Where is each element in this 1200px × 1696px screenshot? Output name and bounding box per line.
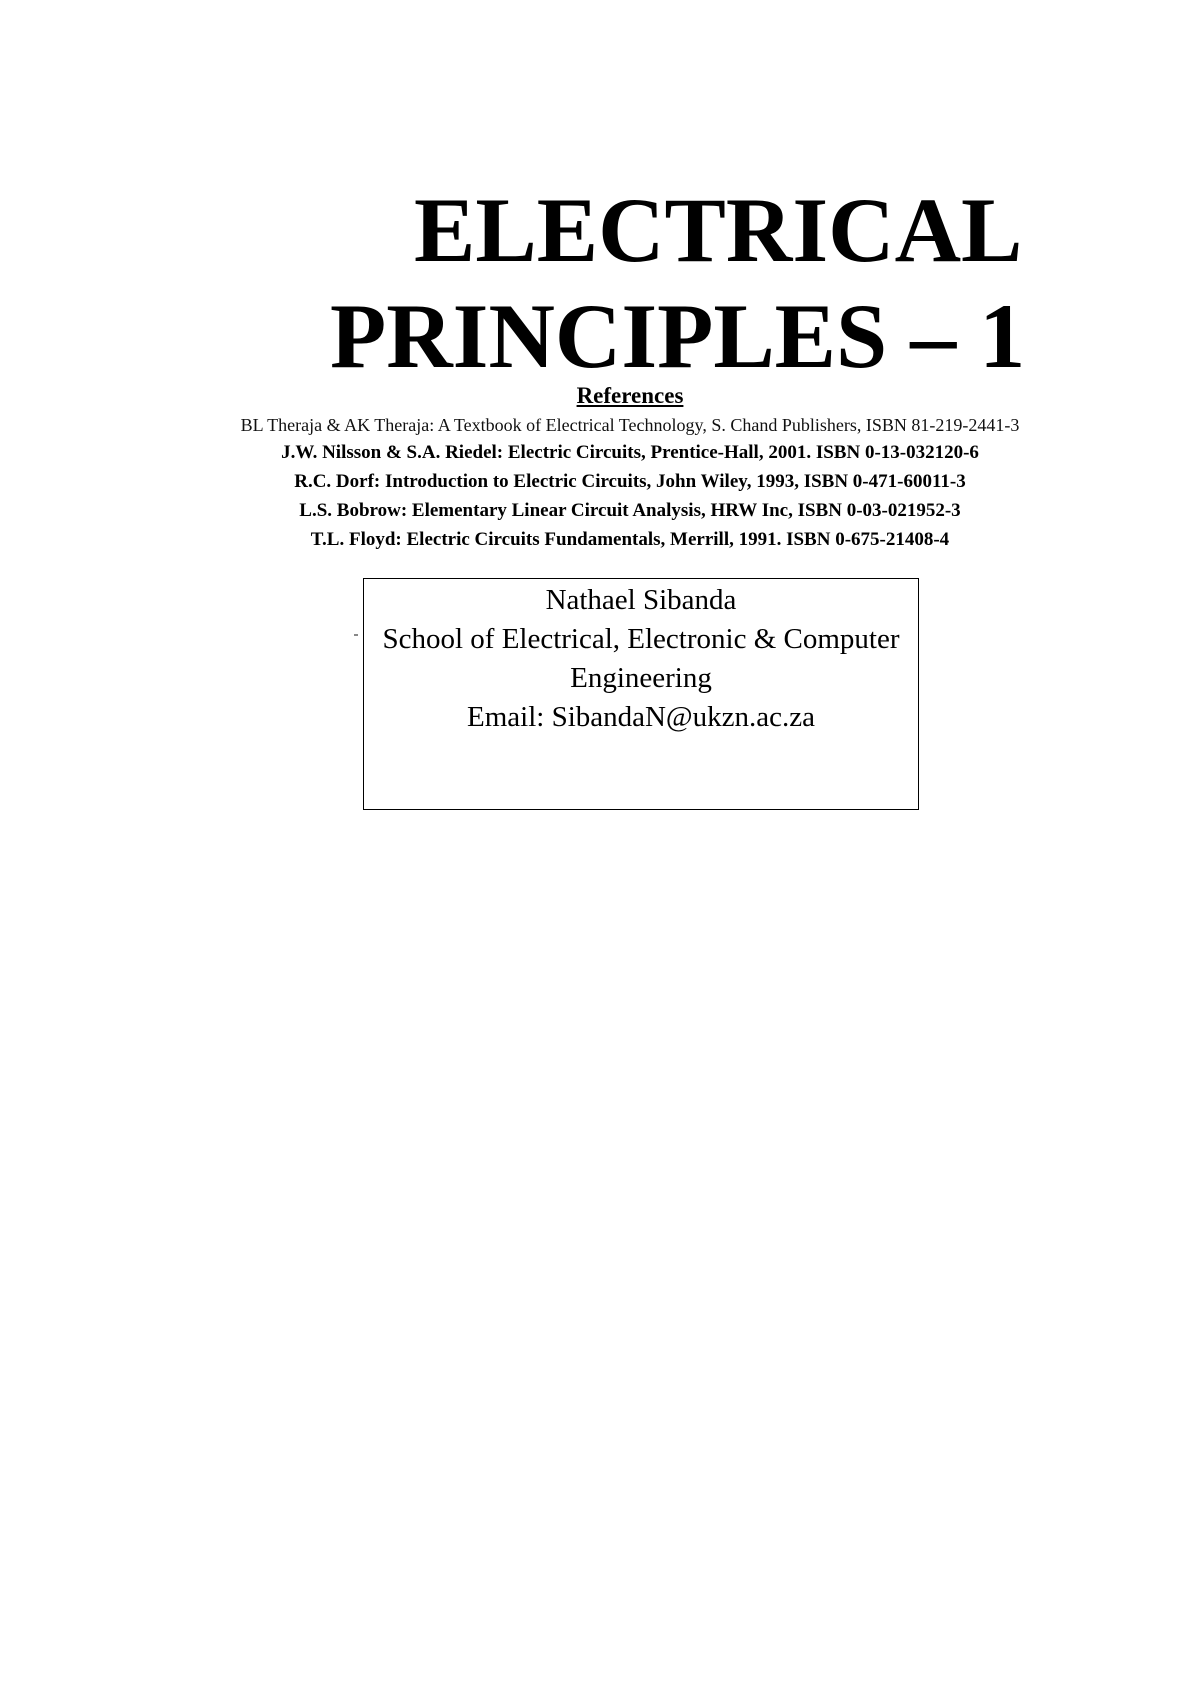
author-box xyxy=(363,578,919,810)
reference-item: L.S. Bobrow: Elementary Linear Circuit Analysis, HRW Inc, ISBN 0-03-021952-3 xyxy=(299,500,961,521)
author-school-line-1: School of Electrical, Electronic & Computer xyxy=(382,623,900,655)
references-section xyxy=(0,382,1200,554)
reference-item: R.C. Dorf: Introduction to Electric Circuits, John Wiley, 1993, ISBN 0-471-60011-3 xyxy=(294,471,966,492)
reference-item: T.L. Floyd: Electric Circuits Fundamentals, Merrill, 1991. ISBN 0-675-21408-4 xyxy=(310,529,950,550)
reference-item: BL Theraja & AK Theraja: A Textbook of Electrical Technology, S. Chand Publishers, ISBN 81-219-2441-3 xyxy=(240,415,1020,435)
author-school-line-2: Engineering xyxy=(570,662,712,694)
author-name: Nathael Sibanda xyxy=(545,584,737,616)
author-email: Email: SibandaN@ukzn.ac.za xyxy=(467,701,815,733)
reference-item: J.W. Nilsson & S.A. Riedel: Electric Circuits, Prentice-Hall, 2001. ISBN 0-13-032120-6 xyxy=(281,442,979,463)
title-line-1: ELECTRICAL xyxy=(414,179,1023,281)
stray-mark xyxy=(354,634,358,636)
references-heading: References xyxy=(576,383,684,408)
title-line-2: PRINCIPLES – 1 xyxy=(330,285,1026,387)
